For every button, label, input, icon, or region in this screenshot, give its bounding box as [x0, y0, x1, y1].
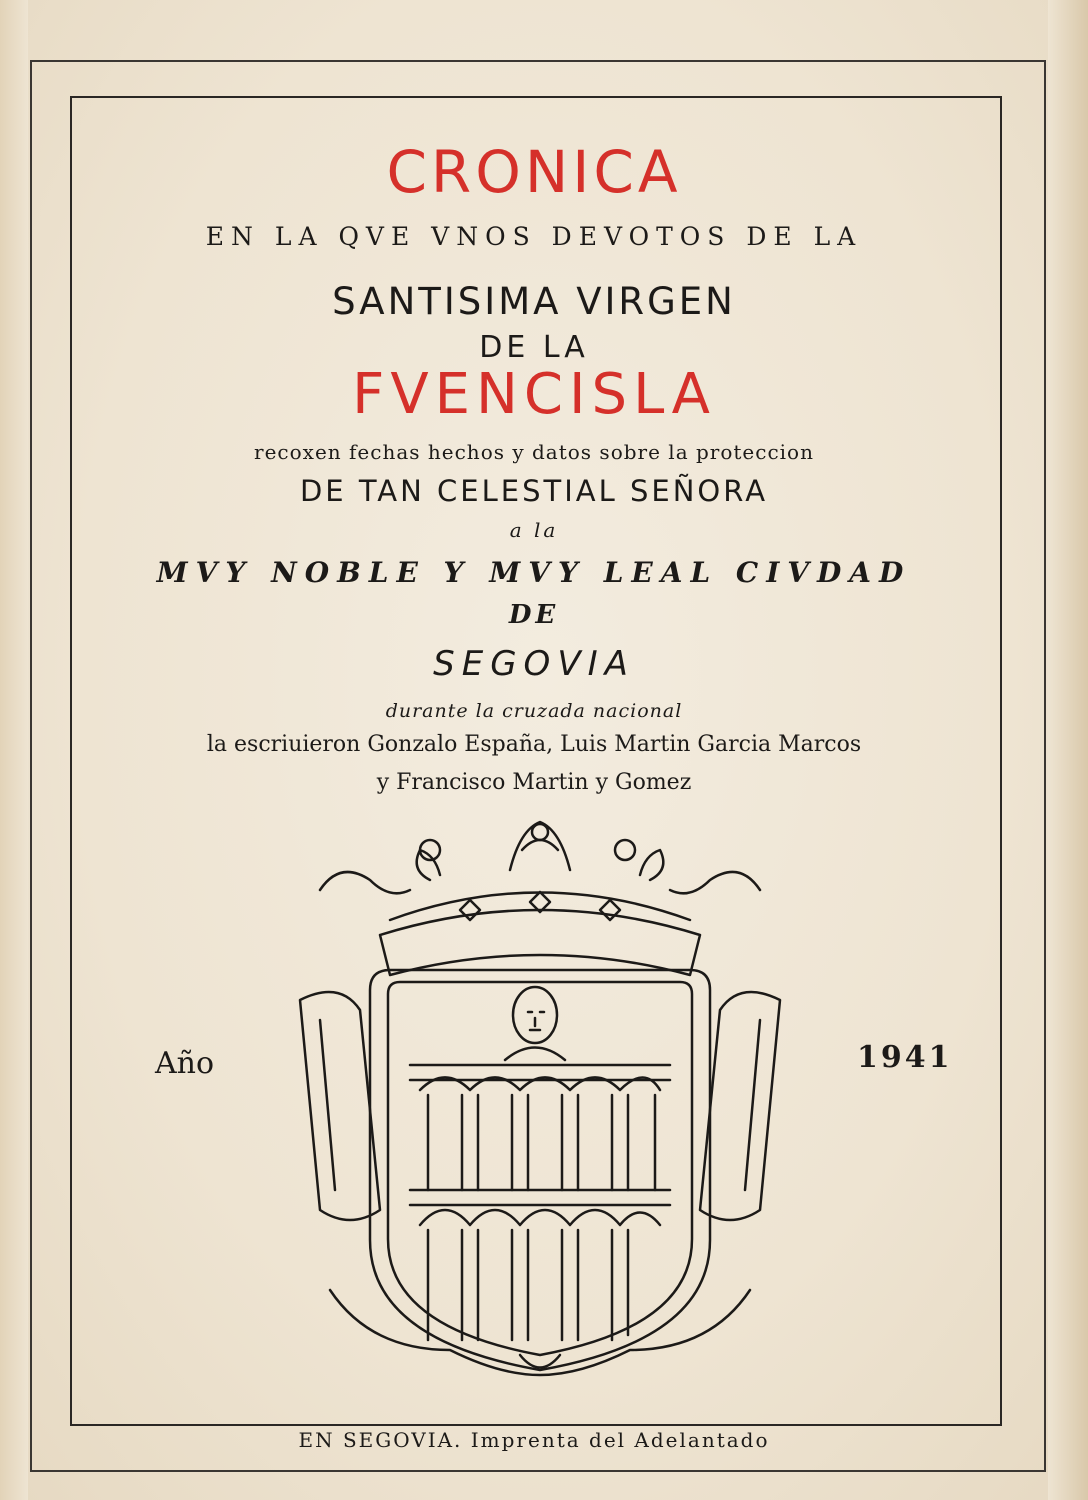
subtitle-devotos: EN LA QVE VNOS DEVOTOS DE LA [205, 222, 863, 251]
period-cruzada: durante la cruzada nacional [385, 700, 683, 722]
city-de: DE [508, 600, 560, 630]
year-value: 1941 [857, 1040, 953, 1075]
segovia-coat-of-arms-illustration [290, 810, 790, 1390]
description-celestial-senora: DE TAN CELESTIAL SEÑORA [299, 474, 769, 508]
description-a-la: a la [509, 518, 559, 542]
subtitle-santisima-virgen: SANTISIMA VIRGEN [332, 280, 736, 323]
description-recoxen: recoxen fechas hechos y datos sobre la proteccion [254, 440, 814, 464]
page-edge-left [0, 0, 28, 1500]
city-segovia: SEGOVIA [433, 644, 635, 684]
title-cronica: CRONICA [386, 138, 682, 206]
year-label: Año [155, 1046, 215, 1081]
authors-line-1: la escriuieron Gonzalo España, Luis Martin Garcia Marcos [206, 732, 862, 757]
imprint-line: EN SEGOVIA. Imprenta del Adelantado [298, 1428, 770, 1452]
city-muy-noble: MVY NOBLE Y MVY LEAL CIVDAD [156, 556, 912, 589]
authors-line-2: y Francisco Martin y Gomez [376, 770, 692, 795]
subtitle-de-la: DE LA [479, 330, 589, 365]
title-fuencisla: FVENCISLA [352, 362, 716, 427]
page-edge-right [1048, 0, 1088, 1500]
